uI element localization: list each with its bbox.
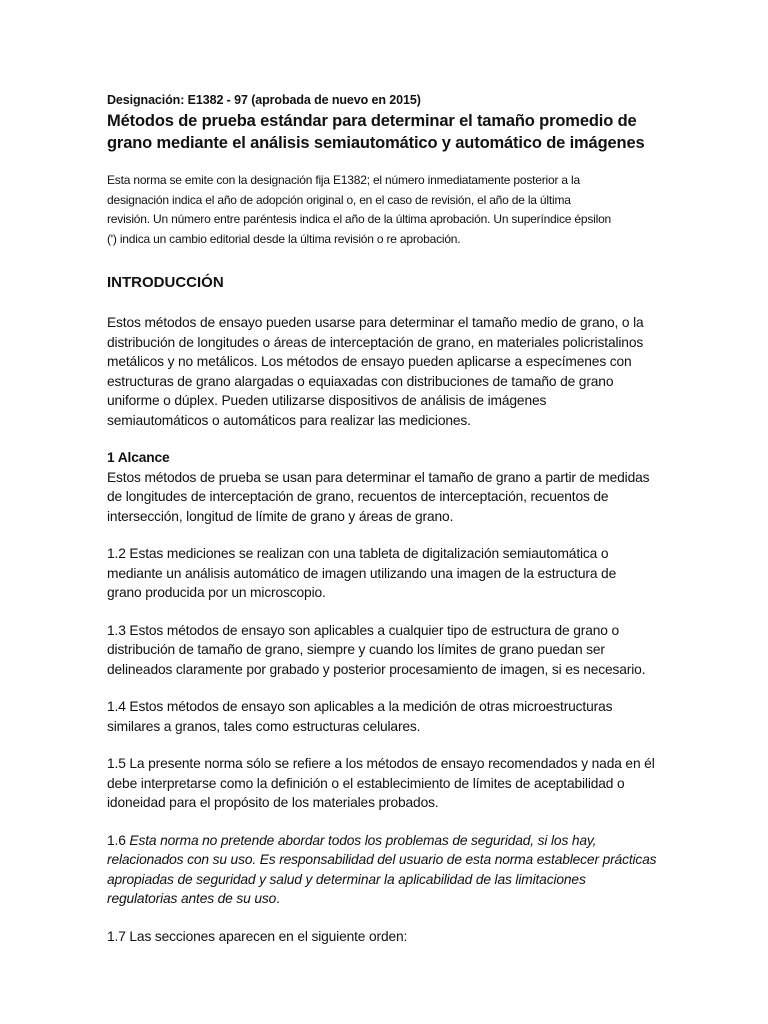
text-line: 1.2 Estas mediciones se realizan con una tableta de digitalización semiautomática o xyxy=(107,546,609,561)
intro-paragraph xyxy=(107,313,687,430)
section-1-6 xyxy=(107,831,687,909)
text-line: distribución de tamaño de grano, siempre y cuando los límites de grano puedan ser xyxy=(107,642,605,657)
text-line: Esta norma no pretende abordar todos los problemas de seguridad, si los hay, xyxy=(129,832,597,848)
text-line: distribución de longitudes o áreas de interceptación de grano, en materiales policristalinos xyxy=(107,334,644,350)
section-1-3 xyxy=(107,621,687,680)
text-line: intersección, longitud de límite de grano y áreas de grano. xyxy=(107,508,454,524)
note-line: (ʹ) indica un cambio editorial desde la última revisión o re aprobación. xyxy=(107,231,461,246)
section-number: 1.6 xyxy=(107,832,126,848)
title-line-1: Métodos de prueba estándar para determinar el tamaño promedio de xyxy=(107,112,637,130)
text-line: delineados claramente por grabado y posterior procesamiento de imagen, si es necesario. xyxy=(107,661,646,677)
text-line: apropiadas de seguridad y salud y determinar la aplicabilidad de las limitaciones xyxy=(107,871,586,887)
section-1-2 xyxy=(107,544,687,603)
text-line: 1.5 La presente norma sólo se refiere a los métodos de ensayo recomendados y nada en él xyxy=(107,756,655,771)
text-line: metálicos y no metálicos. Los métodos de ensayo pueden aplicarse a especímenes con xyxy=(107,354,632,369)
intro-heading: INTRODUCCIÓN xyxy=(107,274,224,291)
text-line: relacionados con su uso. Es responsabilidad del usuario de esta norma establecer prácticas xyxy=(107,852,657,867)
text-line: grano producida por un microscopio. xyxy=(107,585,326,600)
text-line: Estos métodos de prueba se usan para determinar el tamaño de grano a partir de medidas xyxy=(107,469,650,485)
section-1-5 xyxy=(107,754,687,813)
text-line: regulatorias antes de su uso xyxy=(107,891,277,906)
text-line: 1.3 Estos métodos de ensayo son aplicables a cualquier tipo de estructura de grano o xyxy=(107,622,620,638)
note-line: Esta norma se emite con la designación fija E1382; el número inmediatamente posterior a la xyxy=(107,173,580,187)
text-line: debe interpretarse como la definición o el establecimiento de límites de aceptabilidad o xyxy=(107,775,625,791)
scope-heading: 1 Alcance xyxy=(107,450,170,465)
text-line: semiautomáticos o automáticos para realizar las mediciones. xyxy=(107,412,471,428)
note-line: revisión. Un número entre paréntesis indica el año de la última aprobación. Un superíndice épsilon xyxy=(107,212,612,226)
title-line-2: grano mediante el análisis semiautomático y automático de imágenes xyxy=(107,134,645,152)
text-line: estructuras de grano alargadas o equiaxadas con distribuciones de tamaño de grano xyxy=(107,373,614,389)
text-line: 1.4 Estos métodos de ensayo son aplicables a la medición de otras microestructuras xyxy=(107,699,613,714)
designation-line: Designación: E1382 - 97 (aprobada de nuevo en 2015) xyxy=(107,93,421,107)
note-line: designación indica el año de adopción original o, en el caso de revisión, el año de la última xyxy=(107,192,571,207)
scope-paragraph xyxy=(107,468,687,527)
text-line: de longitudes de interceptación de grano, recuentos de interceptación, recuentos de xyxy=(107,489,609,504)
text-line: idoneidad para el propósito de los materiales probados. xyxy=(107,795,439,810)
section-1-7: 1.7 Las secciones aparecen en el siguiente orden: xyxy=(107,928,408,944)
sentence-end: . xyxy=(276,891,280,906)
document-body xyxy=(107,92,687,946)
text-line: uniforme o dúplex. Pueden utilizarse dispositivos de análisis de imágenes xyxy=(107,393,547,408)
section-1-4 xyxy=(107,697,687,736)
text-line: Estos métodos de ensayo pueden usarse para determinar el tamaño medio de grano, o la xyxy=(107,315,644,330)
text-line: mediante un análisis automático de imagen utilizando una imagen de la estructura de xyxy=(107,565,617,581)
text-line: similares a granos, tales como estructuras celulares. xyxy=(107,718,421,734)
designation-note xyxy=(107,171,687,249)
document-title xyxy=(107,110,687,154)
